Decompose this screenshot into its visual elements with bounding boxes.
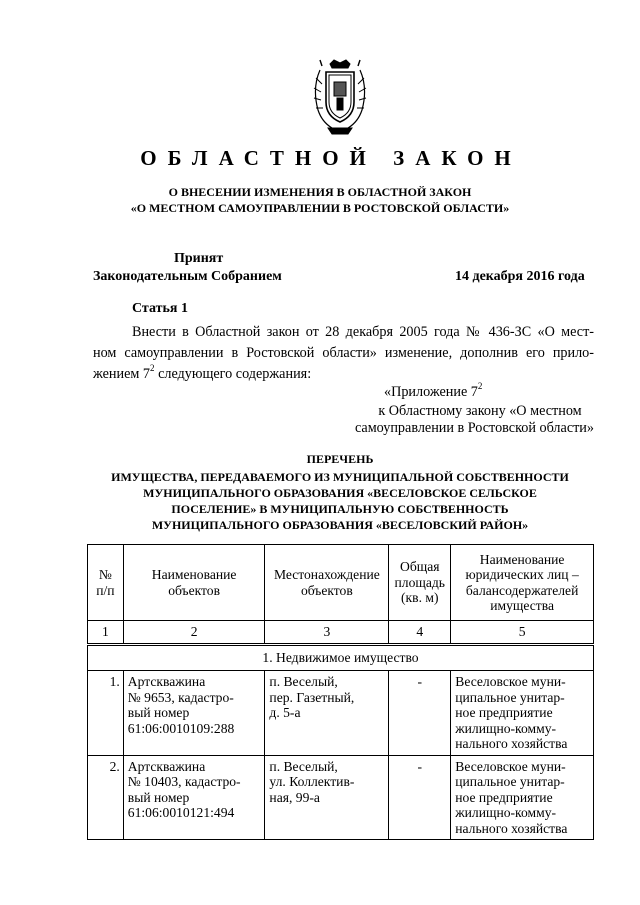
header-number: № п/п xyxy=(88,545,124,621)
article-text-line2: ном самоуправлении в Ростовской области» изменение, дополнив его прило- xyxy=(93,345,594,361)
table-section-row xyxy=(88,645,594,671)
object-location: п. Веселый, пер. Газетный, д. 5-а xyxy=(265,671,389,756)
table-column-numbers xyxy=(88,621,594,645)
list-title-line1: ИМУЩЕСТВА, ПЕРЕДАВАЕМОГО ИЗ МУНИЦИПАЛЬНОЙ СОБСТВЕННОСТИ xyxy=(111,470,569,484)
col-number-5: 5 xyxy=(451,621,594,645)
row-number: 2. xyxy=(88,755,124,840)
coat-of-arms-emblem xyxy=(308,58,372,136)
col-number-1: 1 xyxy=(88,621,124,645)
col-number-4: 4 xyxy=(389,621,451,645)
adopted-label: Принят xyxy=(174,251,224,266)
article-text-line1: Внести в Областной закон от 28 декабря 2005 года № 436-ЗС «О мест- xyxy=(132,324,594,340)
header-area: Общая площадь (кв. м) xyxy=(389,545,451,621)
list-title-line3: ПОСЕЛЕНИЕ» В МУНИЦИПАЛЬНУЮ СОБСТВЕННОСТЬ xyxy=(171,502,509,516)
article-text-line3: жением $7^2$ следующего содержания: xyxy=(93,363,312,382)
table-header-row xyxy=(88,545,594,621)
header-object-name: Наименование объектов xyxy=(123,545,265,621)
row-number: 1. xyxy=(88,671,124,756)
table-row xyxy=(88,755,594,840)
article-heading: Статья 1 xyxy=(132,301,188,316)
col-number-2: 2 xyxy=(123,621,265,645)
list-heading: ПЕРЕЧЕНЬ xyxy=(306,452,374,466)
table-row xyxy=(88,671,594,756)
header-location: Местонахождение объектов xyxy=(265,545,389,621)
header-balance-holder: Наименование юридических лиц – балансодержателей имущества xyxy=(451,545,594,621)
list-title-line2: МУНИЦИПАЛЬНОГО ОБРАЗОВАНИЯ «ВЕСЕЛОВСКОЕ СЕЛЬСКОЕ xyxy=(143,486,537,500)
appendix-label: «Приложение $7^2$ xyxy=(384,381,483,400)
balance-holder: Веселовское муни- ципальное унитар- ное предприятие жилищно-комму- нального хозяйства xyxy=(451,755,594,840)
document-subtitle-line2: «О МЕСТНОМ САМОУПРАВЛЕНИИ В РОСТОВСКОЙ ОБЛАСТИ» xyxy=(130,201,510,215)
object-area: - xyxy=(389,671,451,756)
section-title: 1. Недвижимое имущество xyxy=(88,645,594,671)
object-area: - xyxy=(389,755,451,840)
appendix-ref-line1: к Областному закону «О местном xyxy=(378,403,582,419)
object-location: п. Веселый, ул. Коллектив- ная, 99-а xyxy=(265,755,389,840)
adopted-by-assembly: Законодательным Собранием xyxy=(93,269,282,284)
object-name: Артскважина № 9653, кадастро- вый номер 61:06:0010109:288 xyxy=(123,671,265,756)
appendix-ref-line2: самоуправлении в Ростовской области» xyxy=(354,420,594,436)
balance-holder: Веселовское муни- ципальное унитар- ное предприятие жилищно-комму- нального хозяйства xyxy=(451,671,594,756)
property-table xyxy=(87,544,594,840)
col-number-3: 3 xyxy=(265,621,389,645)
document-title: ОБЛАСТНОЙ ЗАКОН xyxy=(140,146,522,170)
object-name: Артскважина № 10403, кадастро- вый номер 61:06:0010121:494 xyxy=(123,755,265,840)
list-title-line4: МУНИЦИПАЛЬНОГО ОБРАЗОВАНИЯ «ВЕСЕЛОВСКИЙ РАЙОН» xyxy=(151,518,529,532)
adoption-date: 14 декабря 2016 года xyxy=(455,269,585,284)
document-subtitle-line1: О ВНЕСЕНИИ ИЗМЕНЕНИЯ В ОБЛАСТНОЙ ЗАКОН xyxy=(168,185,472,199)
